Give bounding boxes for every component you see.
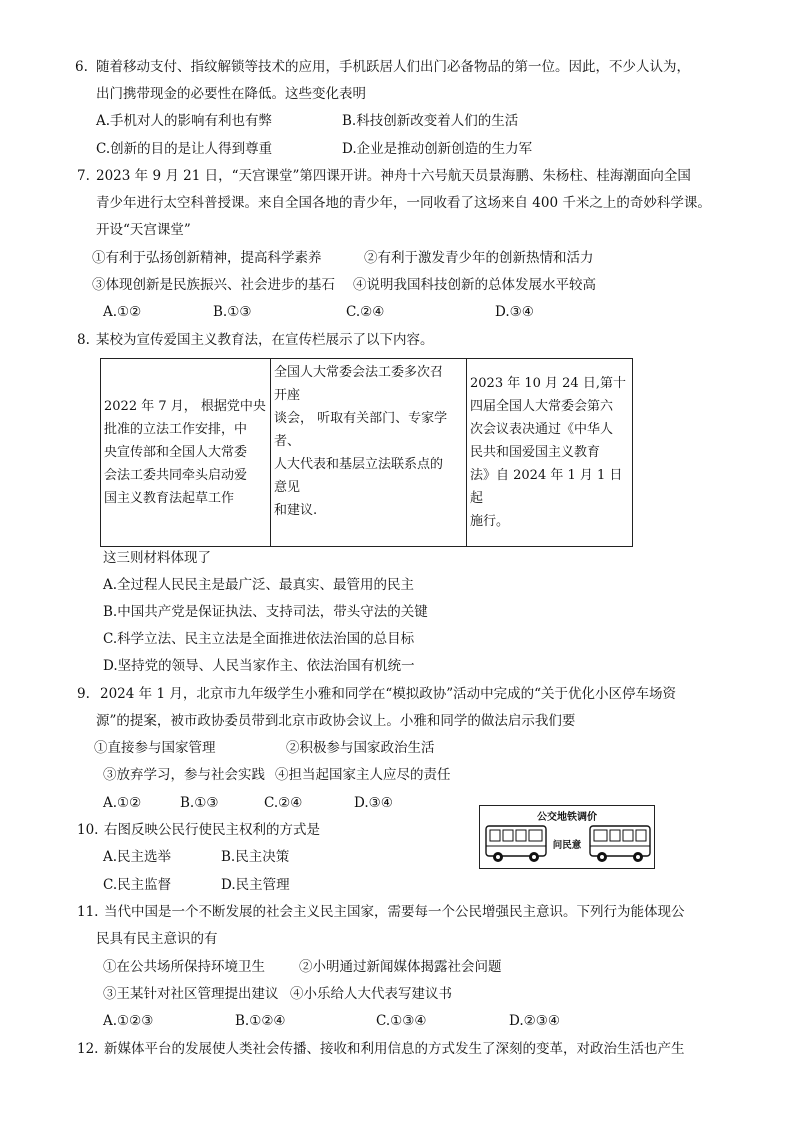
question-number: 9. <box>77 686 90 702</box>
option-c: C.②④ <box>264 795 303 811</box>
question-stem: 某校为宣传爱国主义教育法，在宣传栏展示了以下内容。 <box>96 332 434 348</box>
option-b: B.科技创新改变着人们的生活 <box>342 113 519 129</box>
question-stem: 青少年进行太空科普授课。来自全国各地的青少年，一同收看了这场来自 400 千米之上的奇妙科学课。 <box>96 195 711 211</box>
material-line: 和建议. <box>274 503 318 518</box>
question-stem: 源”的提案，被市政协委员带到北京市政协会议上。小雅和同学的做法启示我们要 <box>96 713 576 729</box>
material-cell-3 <box>467 359 633 547</box>
material-line: 施行。 <box>470 514 510 529</box>
material-line: 2023 年 10 月 24 日,第十 <box>470 376 626 391</box>
option-d: D.③④ <box>495 304 534 320</box>
material-line: 四届全国人大常委会第六 <box>470 399 614 414</box>
material-line: 会法工委共同牵头启动爱 <box>104 468 248 483</box>
question-stem: 开设“天宫课堂” <box>96 222 191 238</box>
question-number: 7. <box>77 168 90 184</box>
statement-3: ③王某针对社区管理提出建议 <box>103 986 279 1002</box>
statement-4: ④小乐给人大代表写建议书 <box>290 986 452 1002</box>
bus-right-icon <box>586 822 652 866</box>
option-b: B.①③ <box>180 795 219 811</box>
question-stem: 新媒体平台的发展使人类社会传播、接收和利用信息的方式发生了深刻的变革，对政治生活也产生 <box>104 1041 685 1057</box>
statement-4: ④说明我国科技创新的总体发展水平较高 <box>353 277 596 293</box>
statement-2: ②有利于激发青少年的创新热情和活力 <box>364 250 594 266</box>
option-a: A.全过程人民民主是最广泛、最真实、最管用的民主 <box>103 577 415 593</box>
option-c: C.民主监督 <box>103 877 172 893</box>
option-c: C.①③④ <box>376 1013 427 1029</box>
question-stem: 2024 年 1 月，北京市九年级学生小雅和同学在“模拟政协”活动中完成的“关于优化小区停车场资 <box>100 686 677 702</box>
material-line: 批准的立法工作安排，中 <box>104 422 248 437</box>
question-stem: 这三则材料体现了 <box>103 550 211 566</box>
statement-4: ④担当起国家主人应尽的责任 <box>275 767 451 783</box>
material-line: 法》自 2024 年 1 月 1 日起 <box>470 468 623 506</box>
option-a: A.手机对人的影响有利也有弊 <box>96 113 273 129</box>
statement-1: ①直接参与国家管理 <box>94 740 216 756</box>
figure-middle-label: 问民意 <box>552 840 582 851</box>
material-line: 全国人大常委会法工委多次召 <box>274 365 444 380</box>
option-d: D.民主管理 <box>221 877 290 893</box>
question-stem: 出门携带现金的必要性在降低。这些变化表明 <box>96 86 366 102</box>
question-number: 11. <box>77 904 99 920</box>
statement-3: ③放弃学习，参与社会实践 <box>103 767 265 783</box>
statement-3: ③体现创新是民族振兴、社会进步的基石 <box>92 277 335 293</box>
option-a: A.①② <box>103 795 142 811</box>
bus-left-icon <box>484 822 550 866</box>
material-line: 者、 <box>274 434 301 449</box>
statement-2: ②积极参与国家政治生活 <box>286 740 435 756</box>
question-number: 10. <box>77 822 99 838</box>
material-cell-1 <box>101 359 271 547</box>
question-stem: 民具有民主意识的有 <box>96 931 218 947</box>
option-c: C.创新的目的是让人得到尊重 <box>96 141 273 157</box>
material-line: 央宣传部和全国人大常委 <box>104 445 248 460</box>
material-line: 谈会， 听取有关部门、专家学 <box>274 411 448 426</box>
option-b: B.①③ <box>213 304 252 320</box>
material-line: 意见 <box>274 480 301 495</box>
option-c: C.科学立法、民主立法是全面推进依法治国的总目标 <box>103 631 415 647</box>
question-stem: 随着移动支付、指纹解锁等技术的应用，手机跃居人们出门必备物品的第一位。因此，不少人认为， <box>96 59 690 75</box>
question-stem: 右图反映公民行使民主权利的方式是 <box>104 822 320 838</box>
option-a: A.①② <box>103 304 142 320</box>
bus-fare-figure <box>479 805 655 869</box>
question-number: 8. <box>77 332 90 348</box>
statement-2: ②小明通过新闻媒体揭露社会问题 <box>299 959 502 975</box>
material-line: 民共和国爱国主义教育 <box>470 445 601 460</box>
question-stem: 2023 年 9 月 21 日，“天宫课堂”第四课开讲。神舟十六号航天员景海鹏、朱杨柱、桂海潮面向全国 <box>96 168 691 184</box>
material-line: 2022 年 7 月， 根据党中央 <box>104 399 266 414</box>
material-cell-2 <box>271 359 467 547</box>
question-number: 6. <box>75 59 88 75</box>
material-line: 开座 <box>274 388 301 403</box>
question-number: 12. <box>77 1041 99 1057</box>
option-d: D.企业是推动创新创造的生力军 <box>342 141 533 157</box>
option-b: B.民主决策 <box>221 849 290 865</box>
option-a: A.民主选举 <box>103 849 172 865</box>
question-stem: 当代中国是一个不断发展的社会主义民主国家，需要每一个公民增强民主意识。下列行为能体现公 <box>104 904 685 920</box>
option-d: D.坚持党的领导、人民当家作主、依法治国有机统一 <box>103 658 415 674</box>
statement-1: ①有利于弘扬创新精神，提高科学素养 <box>92 250 322 266</box>
material-line: 人大代表和基层立法联系点的 <box>274 457 444 472</box>
material-line: 次会议表决通过《中华人 <box>470 422 614 437</box>
option-a: A.①②③ <box>103 1013 154 1029</box>
figure-title: 公交地铁调价 <box>537 812 597 823</box>
option-d: D.②③④ <box>509 1013 560 1029</box>
material-table <box>100 358 633 547</box>
material-line: 国主义教育法起草工作 <box>104 491 235 506</box>
statement-1: ①在公共场所保持环境卫生 <box>103 959 265 975</box>
option-c: C.②④ <box>346 304 385 320</box>
option-b: B.中国共产党是保证执法、支持司法，带头守法的关键 <box>103 604 428 620</box>
option-d: D.③④ <box>354 795 393 811</box>
option-b: B.①②④ <box>235 1013 286 1029</box>
